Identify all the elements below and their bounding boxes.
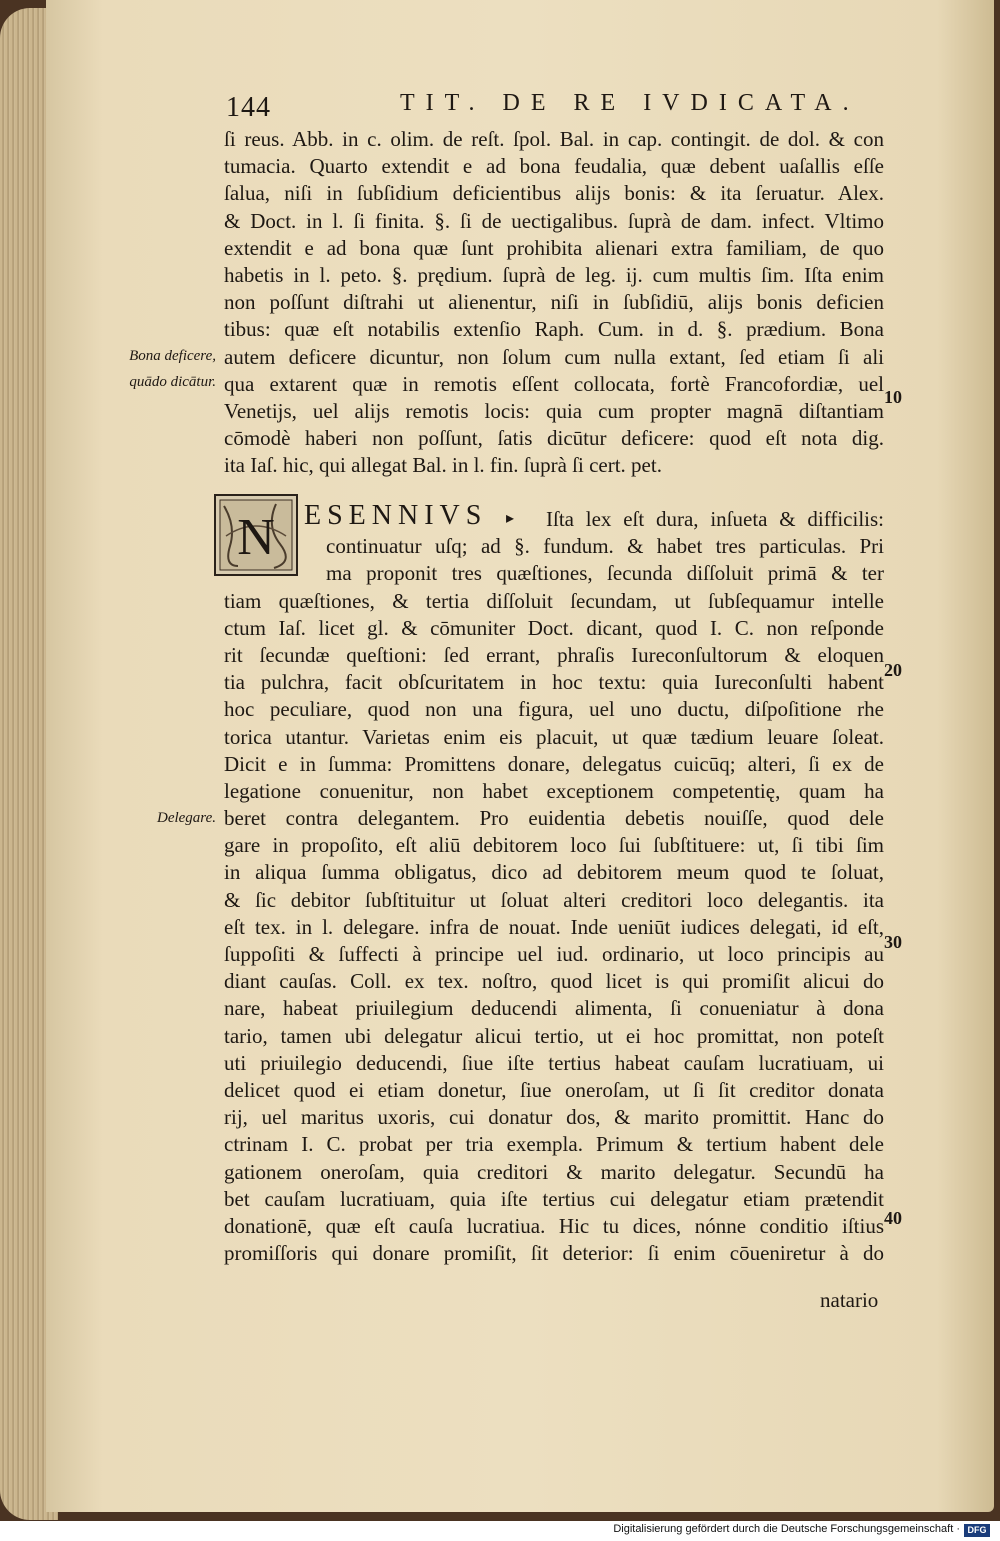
pilcrow-arrow-icon: ▸ [506,510,515,527]
text-line: legatione conuenitur, non habet exceptionem competentię, quam ha [224,778,884,803]
text-line: autem deficere dicuntur, non ſolum cum nulla extant, ſed etiam ſi ali [224,344,884,369]
line-number-20: 20 [884,660,902,680]
catchword: natario [820,1288,879,1312]
text-line: cōmodè haberi non poſſunt, ſatis dicūtur deficere: quod eſt nota dig. [224,426,884,451]
text-line: & ſic debitor ſubſtituitur ut ſoluat alteri creditori loco delegantis. ita [224,887,884,912]
text-line: tario, tamen ubi delegatur alicui tertio, ut ei hoc promittat, non poteſt [224,1023,884,1048]
text-line: rit ſecundæ queſtioni: ſed errant, phraſis Iureconſultorum & eloquen [224,642,884,667]
footer-credit[interactable]: Digitalisierung gefördert durch die Deutsche Forschungsgemeinschaft · [613,1523,960,1535]
text-line: Iſta lex eſt dura, inſueta & difficilis: [546,507,884,531]
text-line: ctum Iaſ. licet gl. & cōmuniter Doct. dicant, quod I. C. non reſponde [224,615,884,640]
text-line: beret contra delegantem. Pro euidentia debetis nouiſſe, quod dele [224,806,884,831]
text-line: ma proponit tres quæſtiones, ſecunda diſſoluit primā & ter [326,561,884,586]
text-line: habetis in l. peto. §. prędium. ſuprà de leg. ij. cum multis ſim. Iſta enim [224,262,884,287]
text-line: hoc peculiare, quod non una figura, uel uno ductu, diſpoſitione rhe [224,697,884,722]
running-title: TIT. DE RE IVDICATA. [400,90,860,116]
text-line: tumacia. Quarto extendit e ad bona feudalia, quæ debent uaſallis eſſe [224,154,884,179]
lemma-word: ESENNIVS [304,500,488,531]
text-line: non poſſunt diſtrahi ut alienentur, niſi in ſubſidiū, alijs bonis deficien [224,290,884,315]
page-number: 144 [226,92,271,123]
text-line: ita Iaſ. hic, qui allegat Bal. in l. fin. ſuprà ſi cert. pet. [224,453,662,478]
text-line: diant cauſas. Coll. ex tex. noſtro, quod licet is qui promiſit alicui do [224,969,884,994]
text-line: nare, habeat priuilegium deducendi alimenta, ſi conueniatur à dona [224,996,884,1021]
margin-note-delegare: Delegare. [156,810,216,826]
text-line: gationem oneroſam, quia creditori & marito delegatur. Secundū ha [224,1159,884,1184]
text-line: & Doct. in l. ſi finita. §. ſi de uectigalibus. ſuprà de dam. infect. Vltimo [224,208,884,233]
initial-letter: N [237,509,275,566]
text-line: ſuppoſiti & ſuffecti à principe uel iud. ordinario, ut loco principis au [224,942,884,966]
text-line: tia pulchra, facit obſcuritatem in hoc textu: quia Iureconſulti habent [224,670,884,695]
text-line: uti priuilegio deducendi, ſiue iſte tertius habeat cauſam lucratiuam, ui [224,1050,884,1075]
text-line: tibus: quæ eſt notabilis extenſio Raph. Cum. in d. §. prædium. Bona [224,317,884,342]
line-number-10: 10 [884,387,902,407]
text-line: donationē, quæ eſt cauſa lucratiua. Hic tu dices, nónne conditio iſtius [224,1213,884,1238]
dfg-logo-icon[interactable]: DFG [964,1524,990,1537]
text-line: Venetijs, uel alijs remotis locis: quia cum propter magnā diſtantiam [224,398,884,423]
text-line: continuatur uſq; ad §. fundum. & habet tres particulas. Pri [326,534,884,559]
text-line: eſt tex. in l. delegare. infra de nouat. Inde ueniūt iudices delegati, id eſt, [224,914,884,939]
line-number-30: 30 [884,932,902,952]
text-line: gare in propoſito, eſt aliū debitorem loco ſui ſubſtituere: ut, ſi tibi ſim [224,833,884,858]
margin-note-quando-dicatur: quādo dicātur. [129,374,216,390]
margin-note-bona-deficere: Bona deficere, [129,348,216,364]
line-number-40: 40 [884,1208,902,1228]
text-block-top [224,126,884,479]
text-line: extendit e ad bona quæ ſunt prohibita alienari extra familiam, de quo [224,235,884,260]
text-line: torica utantur. Varietas enim eis placuit, ut quæ tædium leuare ſoleat. [224,724,884,749]
text-block-commentary [224,506,884,1267]
text-line: ſalua, niſi in ſubſidium deficientibus alijs bonis: & ita ſeruatur. Alex. [224,181,884,206]
text-line: ſi reus. Abb. in c. olim. de reſt. ſpol. Bal. in cap. contingit. de dol. & con [224,127,884,151]
text-line: promiſſoris qui donare promiſit, ſit deterior: ſi enim cōueniretur à do [224,1241,884,1266]
text-line: in aliqua ſumma obligatus, dico ad debitorem meum quod te ſoluat, [224,860,884,885]
text-line: Dicit e in ſumma: Promittens donare, delegatus cuicūq; alteri, ſi ex de [224,751,884,776]
text-line: bet cauſam lucratiuam, quia iſte tertius cui delegatur etiam prætendit [224,1186,884,1211]
text-line: tiam quæſtiones, & tertia diſſoluit ſecundam, ut ſubſequamur intelle [224,588,884,613]
text-line: qua extarent quæ in remotis eſſent collocata, fortè Francofordiæ, uel [224,371,884,396]
text-line: ctrinam I. C. probat per tria exempla. Primum & tertium habent dele [224,1132,884,1157]
text-line: delicet quod ei etiam donetur, ſiue oneroſam, ut ſi ſit creditor donata [224,1077,884,1102]
text-line: rij, uel maritus uxoris, cui donatur dos, & marito promittit. Hanc do [224,1105,884,1130]
